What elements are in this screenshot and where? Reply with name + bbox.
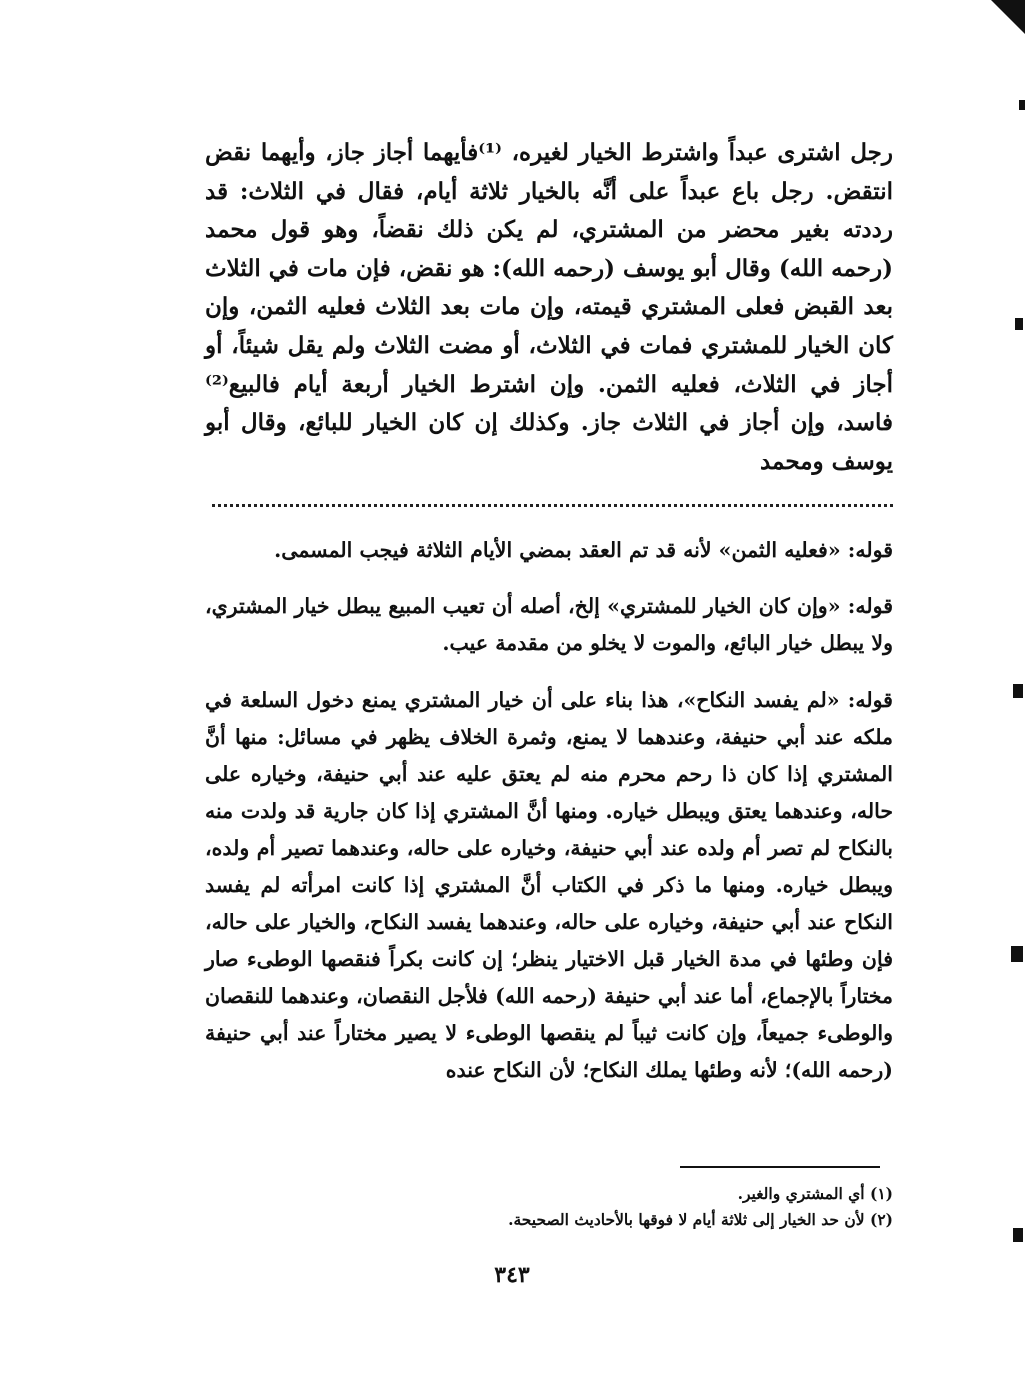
scan-corner-shadow [991, 0, 1025, 34]
commentary-paragraph: قوله: «وإن كان الخيار للمشتري» إلخ، أصله أن تعيب المبيع يبطل خيار المشتري، ولا يبطل خيار البائع، والموت لا يخلو من مقدمة عيب. [205, 594, 893, 655]
footnote-rule [680, 1166, 880, 1168]
commentary-1 [205, 532, 893, 569]
footnote-1: (١) أي المشتري والغير. [737, 1184, 893, 1203]
main-paragraph: رجل اشترى عبداً واشترط الخيار لغيره، ⁽¹⁾فأيهما أجاز جاز، وأيهما نقض انتقض. رجل باع عبداً على أنَّه بالخيار ثلاثة أيام، فقال في الثلاث: قد رددته بغير محضر من المشتري، لم يكن ذلك نقضاً، وهو قول محمد (رحمه الله) وقال أبو يوسف (رحمه الله): هو نقض، فإن مات في الثلاث بعد القبض فعلى المشتري قيمته، وإن مات بعد الثلاث فعليه الثمن، وإن كان الخيار للمشتري فمات في الثلاث، أو مضت الثلاث ولم يقل شيئاً، أو أجاز في الثلاث، فعليه الثمن. وإن اشترط الخيار أربعة أيام فالبيع⁽²⁾ فاسد، وإن أجاز في الثلاث جاز. وكذلك إن كان الخيار للبائع، وقال أبو يوسف ومحمد [205, 139, 893, 475]
commentary-paragraph: قوله: «فعليه الثمن» لأنه قد تم العقد بمضي الأيام الثلاثة فيجب المسمى. [274, 538, 893, 562]
footnote-2: (٢) لأن حد الخيار إلى ثلاثة أيام لا فوقها بالأحاديث الصحيحة. [508, 1210, 893, 1229]
scan-mark [1015, 318, 1023, 330]
dotted-separator [212, 504, 893, 507]
scan-mark [1013, 684, 1023, 698]
page-number: ٣٤٣ [494, 1262, 530, 1288]
commentary-3 [205, 682, 893, 1089]
scan-mark [1011, 946, 1023, 962]
main-text [205, 134, 893, 481]
footnotes [205, 1181, 893, 1233]
scan-mark [1019, 100, 1025, 110]
commentary-2 [205, 588, 893, 662]
commentary-paragraph: قوله: «لم يفسد النكاح»، هذا بناء على أن خيار المشتري يمنع دخول السلعة في ملكه عند أبي حنيفة، وعندهما لا يمنع، وثمرة الخلاف يظهر في مسائل: منها أنَّ المشتري إذا كان ذا رحم محرم منه لم يعتق عليه عند أبي حنيفة، وخياره على حاله، وعندهما يعتق ويبطل خياره. ومنها أنَّ المشتري إذا كان جارية قد ولدت منه بالنكاح لم تصر أم ولده عند أبي حنيفة، وخياره على حاله، وعندهما تصير أم ولده، ويبطل خياره. ومنها ما ذكر في الكتاب أنَّ المشتري إذا كانت امرأته لم يفسد النكاح عند أبي حنيفة، وخياره على حاله، وعندهما يفسد النكاح، والخيار على حاله، فإن وطئها في مدة الخيار قبل الاختيار ينظر؛ إن كانت بكراً فنقصها الوطىء صار مختاراً بالإجماع، أما عند أبي حنيفة (رحمه الله) فلأجل النقصان، وعندهما للنقصان والوطىء جميعاً، وإن كانت ثيباً لم ينقصها الوطىء لا يصير مختاراً عند أبي حنيفة (رحمه الله)؛ لأنه وطئها يملك النكاح؛ لأن النكاح عنده [205, 688, 893, 1082]
scan-mark [1013, 1228, 1023, 1242]
